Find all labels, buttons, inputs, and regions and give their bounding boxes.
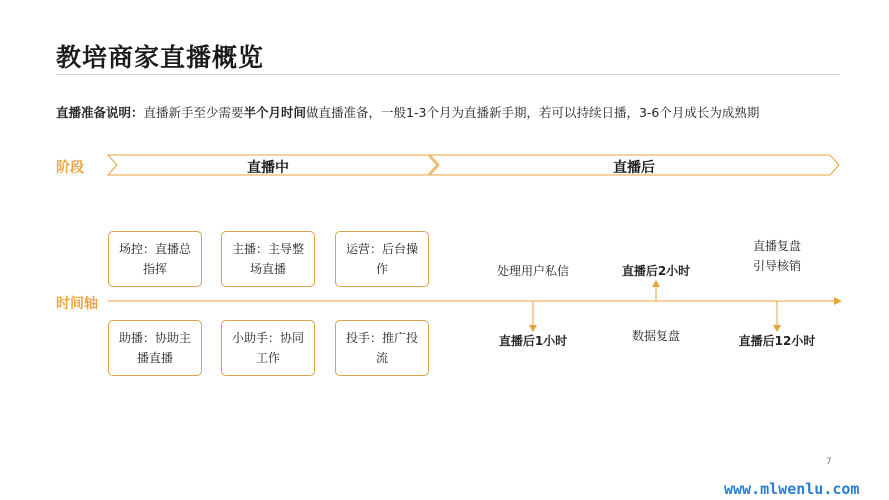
prep-description-highlight: 半个月时间: [243, 105, 307, 120]
role-box-assistant-host: [108, 320, 202, 376]
after-1h-label: 直播后1小时: [498, 334, 568, 348]
role-box-helper: [221, 320, 315, 376]
phase-label-during: 直播中: [247, 160, 289, 176]
after-12h-label: 直播后12小时: [738, 334, 816, 348]
role-box-host: [221, 231, 315, 287]
prep-description-label: 直播准备说明：: [56, 105, 144, 120]
phase-label-after: 直播后: [613, 160, 655, 176]
prep-description-text-before: 直播新手至少需要: [143, 105, 244, 120]
role-text: 小助手：协同工作: [231, 331, 304, 365]
after-2h-label: 直播后2小时: [621, 264, 691, 278]
role-box-field-control: [108, 231, 202, 287]
role-text: 运营：后台操作: [345, 242, 418, 276]
role-box-operations: [335, 231, 429, 287]
after-2h-action: 数据复盘: [631, 329, 681, 343]
role-text: 场控：直播总指挥: [118, 242, 191, 276]
prep-description-text-after: 做直播准备，一般1-3个月为直播新手期，若可以持续日播，3-6个月成长为成熟期: [306, 105, 760, 120]
watermark-text: www.mlwenlu.com: [724, 480, 860, 498]
role-text: 投手：推广投流: [345, 331, 418, 365]
time-axis-arrowhead: [834, 297, 842, 305]
role-box-ad-buyer: [335, 320, 429, 376]
after-12h-action-line1: 直播复盘: [752, 239, 802, 253]
role-text: 助播：协助主播直播: [118, 331, 191, 365]
after-1h-action: 处理用户私信: [496, 264, 570, 278]
timeline-row-label: 时间轴: [56, 296, 98, 312]
after-12h-action-line2: 引导核销: [752, 259, 802, 273]
page-title: 教培商家直播概览: [56, 43, 265, 72]
role-text: 主播：主导整场直播: [231, 242, 304, 276]
page-number: 7: [826, 457, 832, 467]
stage-row-label: 阶段: [56, 160, 84, 176]
